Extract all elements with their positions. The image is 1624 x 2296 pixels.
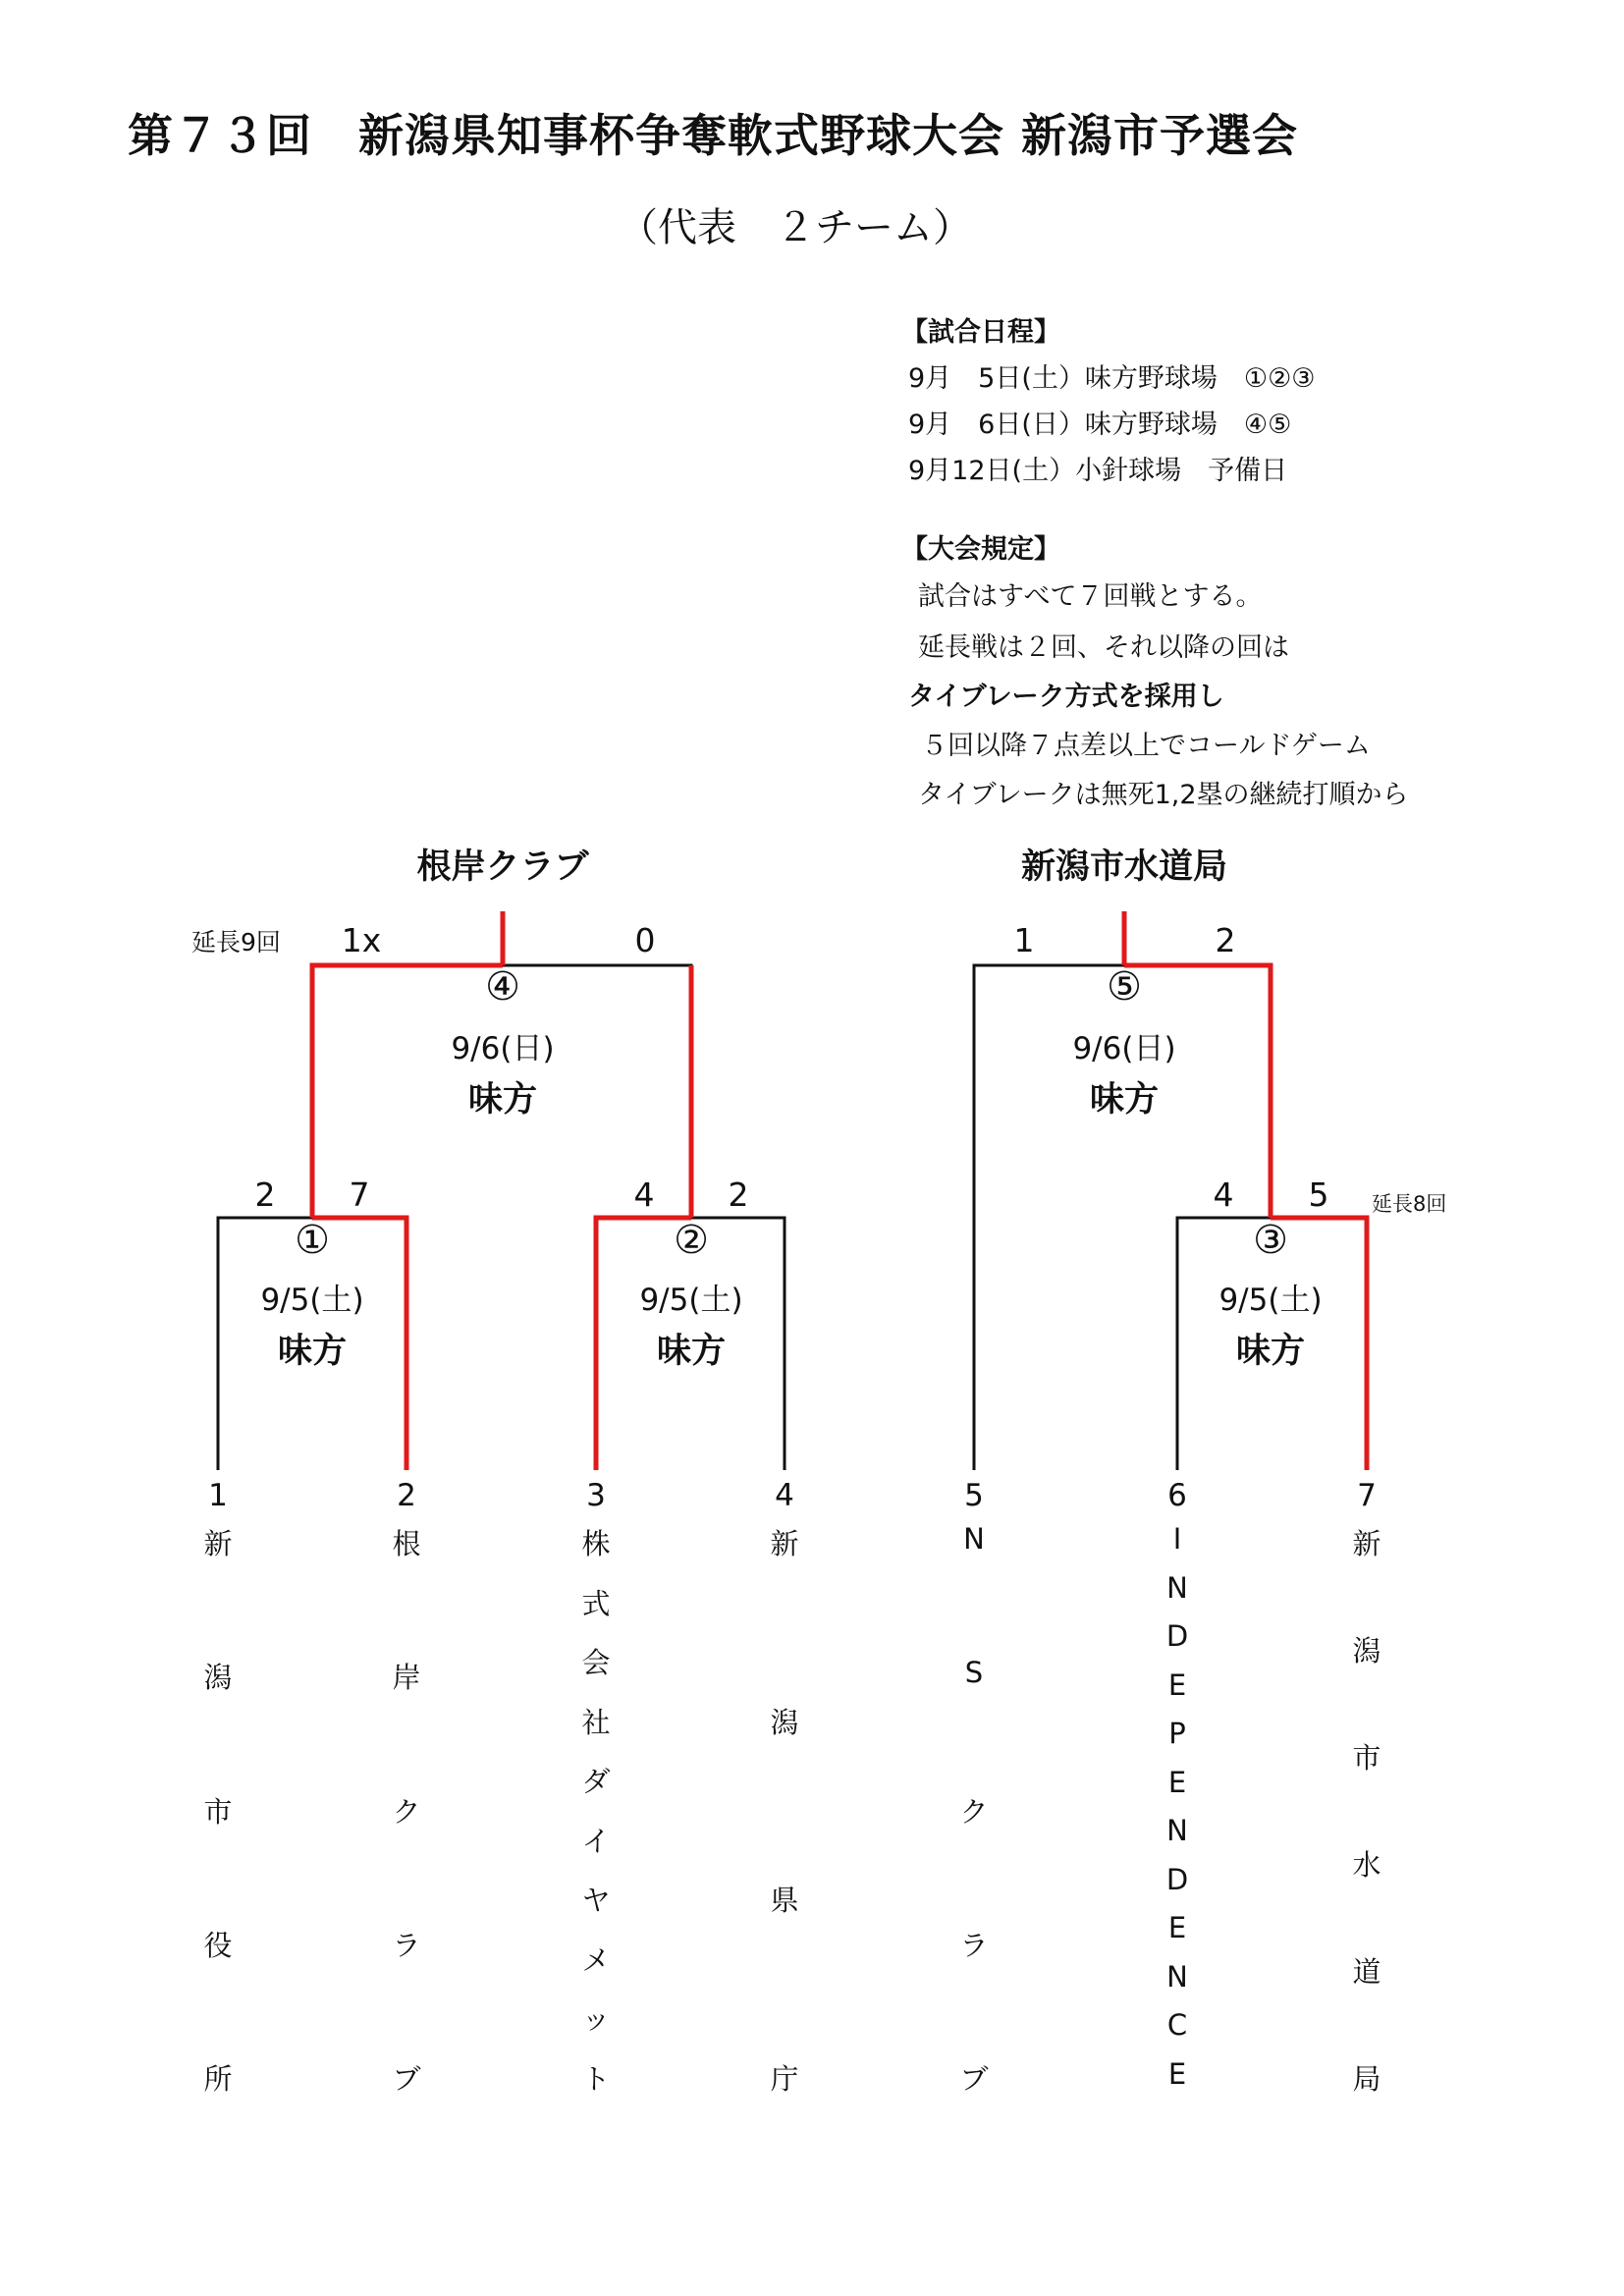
extra-innings-note: 延長8回 [1372, 1192, 1447, 1216]
winner-right: 新潟市水道局 [1020, 847, 1228, 887]
team-name-char: ク [392, 1794, 421, 1829]
team-name-char: イ [581, 1824, 611, 1858]
game-date: 9/6(日) [451, 1031, 555, 1066]
team-name-char: メ [581, 1942, 611, 1977]
score-g4-left: 1x [341, 921, 382, 959]
game-venue: 味方 [1235, 1332, 1306, 1371]
team-name-char: N [1166, 1814, 1188, 1848]
team-name-char: N [1166, 1570, 1188, 1605]
game-date: 9/5(土) [1218, 1283, 1323, 1318]
team-name-char: ト [581, 2062, 611, 2096]
page-title: 第７３回 新潟県知事杯争奪軟式野球大会 新潟市予選会 [128, 109, 1299, 162]
game-venue: 味方 [1089, 1080, 1160, 1120]
game-venue: 味方 [656, 1332, 727, 1371]
team-name-char: E [1167, 1911, 1187, 1945]
team-name-char: 新 [770, 1527, 799, 1560]
team-seed: 1 [208, 1478, 228, 1513]
game-date: 9/6(日) [1072, 1031, 1176, 1066]
game-number: ⑤ [1107, 964, 1142, 1010]
team-name-char: S [964, 1656, 984, 1690]
game-date: 9/5(土) [639, 1283, 743, 1318]
score-g3-left: 4 [1213, 1175, 1234, 1214]
team-name-char: 会 [581, 1646, 611, 1680]
team-name-char: 岸 [392, 1661, 421, 1695]
score-g1-left: 2 [254, 1175, 276, 1214]
team-name-char: ブ [392, 2062, 421, 2096]
game-number: ① [295, 1218, 330, 1263]
team-name-char: E [1167, 1765, 1187, 1799]
team-seed: 3 [586, 1478, 606, 1513]
team-name-char: 市 [203, 1794, 233, 1829]
score-g2-left: 4 [633, 1175, 655, 1214]
game-number: ③ [1253, 1218, 1288, 1263]
game-number: ④ [485, 964, 520, 1010]
team-name-char: 潟 [1352, 1634, 1381, 1667]
team-name-char: 潟 [770, 1705, 799, 1739]
score-g4-right: 0 [634, 921, 656, 959]
game-date: 9/5(土) [260, 1283, 364, 1318]
team-name-char: 所 [203, 2062, 233, 2096]
team-seed: 7 [1357, 1478, 1377, 1513]
game-venue: 味方 [277, 1332, 348, 1371]
team-name-char: ッ [581, 2002, 611, 2037]
team-name-char: D [1165, 1619, 1189, 1654]
team-name-char: 新 [1352, 1527, 1381, 1560]
schedule-line: 9月 5日(土）味方野球場 ①②③ [908, 363, 1316, 394]
score-g2-right: 2 [728, 1175, 749, 1214]
team-name-char: 県 [770, 1884, 799, 1918]
team-seed: 5 [964, 1478, 984, 1513]
team-name-char: ラ [959, 1928, 989, 1962]
score-g3-right: 5 [1308, 1175, 1329, 1214]
team-name-char: ブ [959, 2062, 989, 2096]
team-name-char: 新 [203, 1527, 233, 1560]
team-name-char: 根 [392, 1527, 421, 1560]
team-name-char: E [1167, 1667, 1187, 1702]
team-name-char: 市 [1352, 1741, 1381, 1775]
score-g5-right: 2 [1215, 921, 1236, 959]
team-name-char: N [963, 1522, 985, 1556]
team-name-char: C [1166, 2008, 1188, 2043]
rules-heading: 【大会規定】 [901, 534, 1060, 565]
team-name-char: 道 [1352, 1955, 1381, 1989]
team-name-char: 水 [1352, 1848, 1381, 1882]
rules-line: ５回以降７点差以上でコールドゲーム [921, 731, 1371, 761]
score-g1-right: 7 [349, 1175, 370, 1214]
team-name-char: ダ [581, 1765, 611, 1799]
schedule-heading: 【試合日程】 [901, 317, 1060, 348]
team-name-char: D [1165, 1862, 1189, 1896]
team-name-char: 株 [581, 1527, 611, 1560]
team-name-char: 潟 [203, 1661, 233, 1695]
team-seed: 2 [397, 1478, 416, 1513]
team-name-char: 社 [581, 1705, 611, 1739]
team-name-char: E [1167, 2057, 1187, 2091]
team-name-char: 局 [1352, 2062, 1381, 2096]
team-name-char: 役 [203, 1928, 233, 1962]
team-seed: 4 [775, 1478, 794, 1513]
rules-line: タイブレーク方式を採用し [908, 682, 1224, 712]
team-name-char: ヤ [581, 1884, 611, 1918]
team-name-char: I [1172, 1522, 1182, 1556]
schedule-line: 9月12日(土）小針球場 予備日 [908, 456, 1288, 486]
game-number: ② [674, 1218, 709, 1263]
score-g5-left: 1 [1013, 921, 1035, 959]
rules-line: タイブレークは無死1,2塁の継続打順から [918, 780, 1409, 810]
page-subtitle: （代表 ２チーム） [619, 205, 972, 250]
team-name-char: N [1166, 1959, 1188, 1994]
team-seed: 6 [1167, 1478, 1187, 1513]
team-name-char: P [1168, 1717, 1186, 1751]
team-name-char: ク [959, 1794, 989, 1829]
game-venue: 味方 [467, 1080, 538, 1120]
extra-innings-note: 延長9回 [191, 928, 281, 957]
rules-line: 試合はすべて７回戦とする。 [918, 581, 1263, 612]
team-name-char: 庁 [770, 2062, 799, 2096]
rules-line: 延長戦は２回、それ以降の回は [918, 632, 1289, 663]
winner-left: 根岸クラブ [416, 847, 589, 887]
team-name-char: 式 [581, 1586, 611, 1620]
team-name-char: ラ [392, 1928, 421, 1962]
schedule-line: 9月 6日(日）味方野球場 ④⑤ [908, 410, 1292, 440]
